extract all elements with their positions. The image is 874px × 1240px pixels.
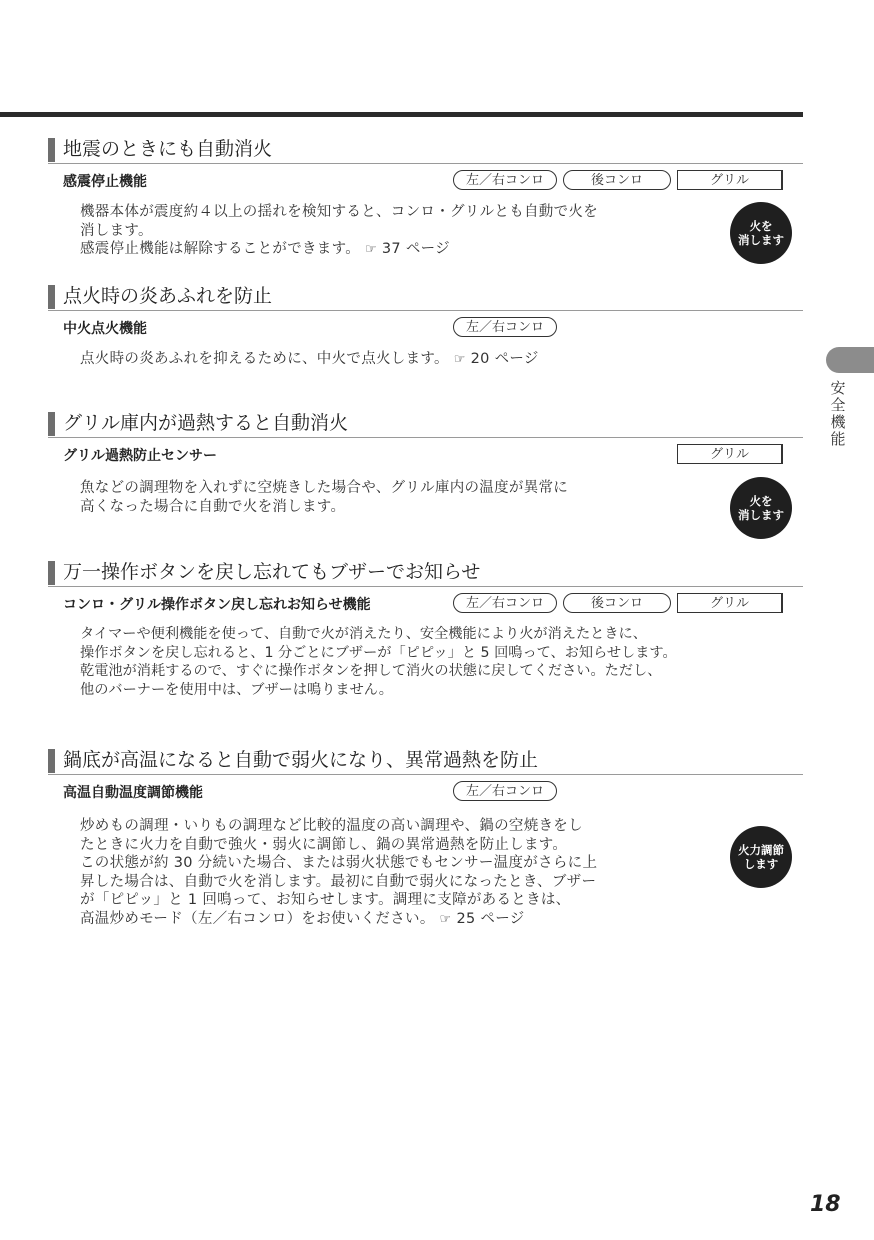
- chapter-label-char: 能: [830, 430, 846, 448]
- badge-line: 消します: [738, 508, 784, 522]
- section-ignition: [48, 284, 803, 367]
- heat-control-badge: [730, 826, 792, 888]
- badge-line: します: [743, 857, 779, 871]
- function-row: [48, 315, 803, 341]
- function-name: 中火点火機能: [63, 321, 147, 337]
- chapter-label-char: 全: [830, 396, 846, 414]
- page-reference: [360, 241, 450, 257]
- tag-grill: グリル: [677, 593, 783, 613]
- body-line: 操作ボタンを戻し忘れると、1 分ごとにブザーが「ピピッ」と 5 回鳴って、お知らせします。: [80, 644, 677, 661]
- body-line: 炒めもの調理・いりもの調理など比較的温度の高い調理や、鍋の空焼きをし: [80, 818, 583, 834]
- section-body: [80, 625, 677, 699]
- chapter-label: [828, 380, 848, 448]
- extinguish-badge: [730, 202, 792, 264]
- section-header: [48, 748, 803, 775]
- burner-tags: [453, 317, 557, 337]
- pointing-hand-icon: ☞: [439, 911, 452, 927]
- section-marker: [48, 412, 55, 436]
- function-row: [48, 591, 803, 617]
- section-body: [80, 479, 568, 516]
- section-title: 万一操作ボタンを戻し忘れてもブザーでお知らせ: [63, 561, 481, 583]
- function-row: [48, 442, 803, 468]
- section-title: 点火時の炎あふれを防止: [63, 285, 273, 307]
- section-header: [48, 137, 803, 164]
- body-line: 他のバーナーを使用中は、ブザーは鳴りません。: [80, 681, 393, 698]
- section-grill-overheat: [48, 411, 803, 515]
- section-header: [48, 411, 803, 438]
- body-line-text: 感震停止機能は解除することができます。: [80, 241, 361, 257]
- page-reference-text: 25 ページ: [456, 910, 525, 927]
- chapter-label-char: 機: [830, 413, 846, 431]
- badge-line: 火力調節: [738, 843, 784, 857]
- page-reference-text: 20 ページ: [470, 351, 539, 367]
- section-header: [48, 284, 803, 311]
- function-row: [48, 779, 803, 805]
- tag-rear-burner: 後コンロ: [563, 593, 671, 613]
- body-line: [80, 240, 598, 260]
- function-name: グリル過熱防止センサー: [63, 448, 217, 464]
- body-line: 高くなった場合に自動で火を消します。: [80, 498, 346, 515]
- body-line: タイマーや便利機能を使って、自動で火が消えたり、安全機能により火が消えたときに、: [80, 626, 647, 642]
- body-line: 消します。: [80, 222, 153, 239]
- page-reference: [449, 351, 539, 367]
- function-row: [48, 168, 803, 194]
- section-earthquake: [48, 137, 803, 257]
- extinguish-badge: [730, 477, 792, 539]
- burner-tags: [453, 593, 783, 613]
- tag-front-burners: 左／右コンロ: [453, 593, 557, 613]
- section-title: 地震のときにも自動消火: [63, 138, 273, 160]
- tag-grill: グリル: [677, 170, 783, 190]
- body-line-text: 高温炒めモード（左／右コンロ）をお使いください。: [80, 910, 435, 927]
- body-line: 昇した場合は、自動で火を消します。最初に自動で弱火になったとき、ブザー: [80, 873, 597, 890]
- body-line: が「ピピッ」と 1 回鳴って、お知らせします。調理に支障があるときは、: [80, 892, 571, 908]
- pointing-hand-icon: ☞: [364, 242, 377, 257]
- burner-tags: [677, 444, 783, 464]
- body-line: この状態が約 30 分続いた場合、または弱火状態でもセンサー温度がさらに上: [80, 855, 598, 871]
- function-name: 高温自動温度調節機能: [63, 785, 203, 801]
- section-header: [48, 560, 803, 587]
- chapter-tab: [826, 347, 874, 373]
- section-body: [80, 203, 598, 260]
- body-line-text: 点火時の炎あふれを抑えるために、中火で点火します。: [80, 351, 449, 367]
- body-line: たときに火力を自動で強火・弱火に調節し、鍋の異常過熱を防止します。: [80, 836, 568, 853]
- pointing-hand-icon: ☞: [453, 352, 466, 367]
- page-number: 18: [810, 1192, 841, 1217]
- page-reference-text: 37 ページ: [381, 241, 450, 257]
- section-marker: [48, 138, 55, 162]
- page-reference: [435, 911, 525, 927]
- tag-rear-burner: 後コンロ: [563, 170, 671, 190]
- tag-front-burners: 左／右コンロ: [453, 781, 557, 801]
- section-marker: [48, 561, 55, 585]
- badge-line: 火を: [749, 494, 773, 508]
- body-line: [80, 910, 597, 930]
- burner-tags: [453, 170, 783, 190]
- section-title: 鍋底が高温になると自動で弱火になり、異常過熱を防止: [63, 749, 539, 771]
- function-name: 感震停止機能: [63, 174, 147, 190]
- body-line: 機器本体が震度約４以上の揺れを検知すると、コンロ・グリルとも自動で火を: [80, 204, 598, 220]
- tag-grill: グリル: [677, 444, 783, 464]
- section-marker: [48, 285, 55, 309]
- section-button-reminder: [48, 560, 803, 698]
- body-line: 魚などの調理物を入れずに空焼きした場合や、グリル庫内の温度が異常に: [80, 480, 569, 496]
- badge-line: 火を: [749, 219, 773, 233]
- burner-tags: [453, 781, 557, 801]
- body-line: 乾電池が消耗するので、すぐに操作ボタンを押して消火の状態に戻してください。ただし、: [80, 663, 662, 679]
- tag-front-burners: 左／右コンロ: [453, 317, 557, 337]
- top-rule: [0, 112, 803, 117]
- tag-front-burners: 左／右コンロ: [453, 170, 557, 190]
- section-title: グリル庫内が過熱すると自動消火: [63, 412, 349, 434]
- body-line: [80, 350, 539, 370]
- chapter-label-char: 安: [830, 379, 846, 397]
- badge-line: 消します: [738, 233, 784, 247]
- function-name: コンロ・グリル操作ボタン戻し忘れお知らせ機能: [63, 597, 371, 613]
- section-body: [80, 817, 597, 929]
- section-marker: [48, 749, 55, 773]
- section-body: [80, 350, 539, 370]
